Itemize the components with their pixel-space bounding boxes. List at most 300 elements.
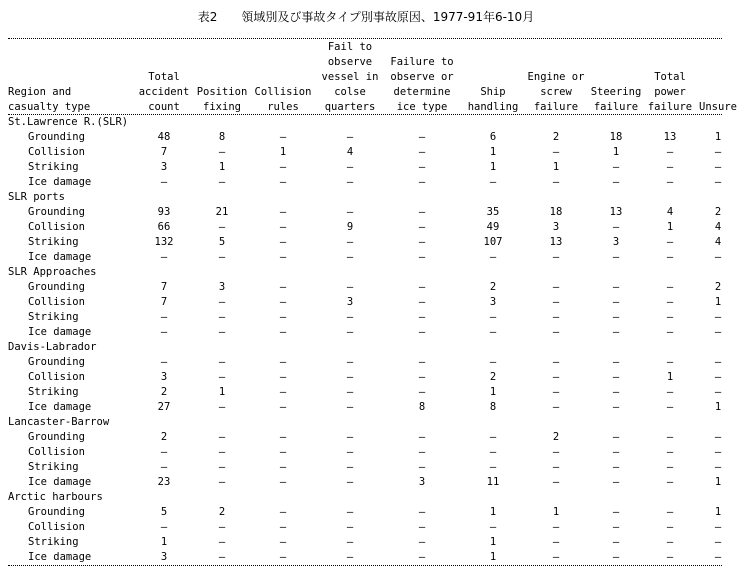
cell-position-fixing: – — [218, 251, 226, 263]
cell-failure-to-observe-ice: – — [418, 281, 426, 293]
cell-fail-to-observe-vessel: – — [346, 461, 354, 473]
cell-total-accident-count: 3 — [160, 371, 168, 383]
cell-engine-or-screw-failure: 1 — [552, 161, 560, 173]
cell-position-fixing: 1 — [218, 161, 226, 173]
cell-position-fixing: 21 — [215, 206, 229, 218]
cell-position-fixing: – — [218, 401, 226, 413]
cell-ship-handling: 1 — [489, 161, 497, 173]
cell-steering-failure: – — [612, 251, 620, 263]
cell-unsure: – — [714, 431, 722, 443]
casualty-type: Ice damage — [28, 176, 92, 188]
cell-total-accident-count: 3 — [160, 551, 168, 563]
cell-engine-or-screw-failure: – — [552, 281, 560, 293]
region-row — [8, 115, 742, 130]
casualty-type: Collision — [28, 371, 85, 383]
cell-steering-failure: – — [612, 161, 620, 173]
cell-failure-to-observe-ice: – — [418, 356, 426, 368]
cell-steering-failure: – — [612, 311, 620, 323]
cell-ship-handling: 3 — [489, 296, 497, 308]
cell-fail-to-observe-vessel: – — [346, 236, 354, 248]
cell-steering-failure: – — [612, 401, 620, 413]
cell-total-accident-count: – — [160, 461, 168, 473]
cell-fail-to-observe-vessel: 9 — [346, 221, 354, 233]
casualty-type: Grounding — [28, 131, 85, 143]
cell-unsure: – — [714, 536, 722, 548]
table-row — [8, 325, 742, 340]
casualty-type: Striking — [28, 536, 79, 548]
cell-ship-handling: 1 — [489, 536, 497, 548]
casualty-type: Striking — [28, 161, 79, 173]
casualty-type: Ice damage — [28, 476, 92, 488]
header-total-power-failure: Total power failure — [647, 71, 693, 113]
cell-ship-handling: – — [489, 176, 497, 188]
cell-fail-to-observe-vessel: – — [346, 311, 354, 323]
table-row — [8, 235, 742, 250]
cell-engine-or-screw-failure: 18 — [549, 206, 563, 218]
cell-ship-handling: 1 — [489, 146, 497, 158]
cell-steering-failure: – — [612, 296, 620, 308]
cell-ship-handling: 2 — [489, 371, 497, 383]
table-row — [8, 295, 742, 310]
cell-collision-rules: – — [279, 356, 287, 368]
cell-engine-or-screw-failure: 1 — [552, 506, 560, 518]
cell-fail-to-observe-vessel: – — [346, 506, 354, 518]
cell-total-accident-count: 2 — [160, 431, 168, 443]
cell-fail-to-observe-vessel: – — [346, 401, 354, 413]
cell-unsure: 4 — [714, 221, 722, 233]
cell-unsure: – — [714, 446, 722, 458]
cell-total-power-failure: – — [666, 176, 674, 188]
cell-failure-to-observe-ice: – — [418, 506, 426, 518]
cell-failure-to-observe-ice: – — [418, 176, 426, 188]
cell-total-power-failure: – — [666, 236, 674, 248]
cell-fail-to-observe-vessel: – — [346, 131, 354, 143]
cell-position-fixing: – — [218, 521, 226, 533]
cell-total-power-failure: – — [666, 146, 674, 158]
header-collision-rules: Collision rules — [254, 86, 312, 113]
casualty-type: Collision — [28, 521, 85, 533]
cell-ship-handling: – — [489, 311, 497, 323]
cell-total-power-failure: – — [666, 401, 674, 413]
table-row — [8, 310, 742, 325]
cell-collision-rules: – — [279, 551, 287, 563]
cell-steering-failure: – — [612, 386, 620, 398]
header-region-casualty-type: Region and casualty type — [8, 86, 91, 113]
cell-total-accident-count: – — [160, 521, 168, 533]
cell-collision-rules: – — [279, 461, 287, 473]
cell-total-power-failure: – — [666, 251, 674, 263]
bottom-rule — [8, 565, 722, 566]
table-row — [8, 220, 742, 235]
cell-total-power-failure: – — [666, 311, 674, 323]
cell-unsure: – — [714, 371, 722, 383]
cell-fail-to-observe-vessel: 4 — [346, 146, 354, 158]
cell-ship-handling: 6 — [489, 131, 497, 143]
cell-steering-failure: – — [612, 551, 620, 563]
cell-failure-to-observe-ice: – — [418, 551, 426, 563]
cell-engine-or-screw-failure: 13 — [549, 236, 563, 248]
cell-ship-handling: 1 — [489, 506, 497, 518]
cell-total-power-failure: – — [666, 326, 674, 338]
cell-total-power-failure: – — [666, 281, 674, 293]
cell-steering-failure: – — [612, 326, 620, 338]
cell-engine-or-screw-failure: – — [552, 296, 560, 308]
cell-failure-to-observe-ice: – — [418, 371, 426, 383]
cell-ship-handling: 35 — [486, 206, 500, 218]
cell-unsure: 2 — [714, 281, 722, 293]
cell-ship-handling: 1 — [489, 386, 497, 398]
cell-failure-to-observe-ice: – — [418, 236, 426, 248]
cell-engine-or-screw-failure: – — [552, 146, 560, 158]
region-row — [8, 490, 742, 505]
cell-position-fixing: 5 — [218, 236, 226, 248]
cell-fail-to-observe-vessel: 3 — [346, 296, 354, 308]
cell-total-power-failure: – — [666, 386, 674, 398]
cell-failure-to-observe-ice: – — [418, 461, 426, 473]
cell-position-fixing: – — [218, 536, 226, 548]
cell-ship-handling: – — [489, 356, 497, 368]
cell-engine-or-screw-failure: – — [552, 551, 560, 563]
casualty-type: Collision — [28, 221, 85, 233]
cell-failure-to-observe-ice: – — [418, 446, 426, 458]
cell-steering-failure: – — [612, 281, 620, 293]
table-body — [8, 115, 742, 565]
cell-collision-rules: – — [279, 521, 287, 533]
cell-unsure: – — [714, 251, 722, 263]
cell-total-accident-count: 23 — [157, 476, 171, 488]
cell-engine-or-screw-failure: – — [552, 326, 560, 338]
accident-cause-table — [8, 40, 742, 565]
cell-failure-to-observe-ice: – — [418, 161, 426, 173]
cell-unsure: – — [714, 551, 722, 563]
header-total-accident-count: Total accident count — [138, 71, 190, 113]
cell-steering-failure: – — [612, 371, 620, 383]
region-row — [8, 190, 742, 205]
cell-total-accident-count: 132 — [154, 236, 174, 248]
cell-steering-failure: – — [612, 446, 620, 458]
cell-position-fixing: 8 — [218, 131, 226, 143]
cell-position-fixing: – — [218, 356, 226, 368]
cell-failure-to-observe-ice: – — [418, 431, 426, 443]
cell-total-power-failure: – — [666, 446, 674, 458]
cell-collision-rules: – — [279, 401, 287, 413]
cell-failure-to-observe-ice: – — [418, 131, 426, 143]
casualty-type: Ice damage — [28, 326, 92, 338]
cell-unsure: – — [714, 161, 722, 173]
header-unsure: Unsure — [699, 101, 737, 113]
cell-fail-to-observe-vessel: – — [346, 431, 354, 443]
cell-position-fixing: – — [218, 476, 226, 488]
cell-position-fixing: – — [218, 146, 226, 158]
cell-ship-handling: – — [489, 461, 497, 473]
cell-collision-rules: – — [279, 386, 287, 398]
casualty-type: Ice damage — [28, 251, 92, 263]
cell-failure-to-observe-ice: – — [418, 536, 426, 548]
casualty-type: Collision — [28, 296, 85, 308]
table-row — [8, 205, 742, 220]
region-name: Lancaster-Barrow — [8, 416, 110, 428]
cell-position-fixing: 2 — [218, 506, 226, 518]
cell-collision-rules: – — [279, 446, 287, 458]
cell-ship-handling: 11 — [486, 476, 500, 488]
cell-unsure: – — [714, 146, 722, 158]
table-row — [8, 130, 742, 145]
table-row — [8, 445, 742, 460]
table-row — [8, 505, 742, 520]
casualty-type: Grounding — [28, 206, 85, 218]
cell-collision-rules: – — [279, 431, 287, 443]
cell-total-accident-count: 1 — [160, 536, 168, 548]
cell-ship-handling: – — [489, 521, 497, 533]
cell-collision-rules: – — [279, 221, 287, 233]
table-title: 表2 領域別及び事故タイプ別事故原因、1977-91年6-10月 — [197, 10, 535, 24]
cell-engine-or-screw-failure: 3 — [552, 221, 560, 233]
cell-unsure: – — [714, 386, 722, 398]
cell-collision-rules: – — [279, 506, 287, 518]
cell-ship-handling: 2 — [489, 281, 497, 293]
cell-total-accident-count: 7 — [160, 146, 168, 158]
cell-collision-rules: – — [279, 281, 287, 293]
cell-collision-rules: – — [279, 176, 287, 188]
cell-total-power-failure: – — [666, 476, 674, 488]
cell-total-power-failure: 1 — [666, 371, 674, 383]
cell-steering-failure: 1 — [612, 146, 620, 158]
cell-collision-rules: – — [279, 476, 287, 488]
cell-position-fixing: – — [218, 461, 226, 473]
cell-ship-handling: – — [489, 431, 497, 443]
table-row — [8, 355, 742, 370]
cell-engine-or-screw-failure: – — [552, 476, 560, 488]
cell-total-accident-count: 27 — [157, 401, 171, 413]
cell-fail-to-observe-vessel: – — [346, 356, 354, 368]
casualty-type: Grounding — [28, 356, 85, 368]
cell-total-power-failure: 4 — [666, 206, 674, 218]
table-row — [8, 400, 742, 415]
cell-collision-rules: – — [279, 296, 287, 308]
cell-total-power-failure: – — [666, 161, 674, 173]
cell-failure-to-observe-ice: 3 — [418, 476, 426, 488]
cell-position-fixing: – — [218, 311, 226, 323]
cell-ship-handling: 107 — [483, 236, 503, 248]
casualty-type: Ice damage — [28, 401, 92, 413]
cell-fail-to-observe-vessel: – — [346, 281, 354, 293]
header-ship-handling: Ship handling — [467, 86, 519, 113]
cell-failure-to-observe-ice: – — [418, 251, 426, 263]
cell-engine-or-screw-failure: 2 — [552, 131, 560, 143]
cell-steering-failure: – — [612, 536, 620, 548]
cell-engine-or-screw-failure: – — [552, 461, 560, 473]
cell-fail-to-observe-vessel: – — [346, 536, 354, 548]
casualty-type: Grounding — [28, 281, 85, 293]
cell-fail-to-observe-vessel: – — [346, 161, 354, 173]
cell-steering-failure: – — [612, 506, 620, 518]
cell-failure-to-observe-ice: – — [418, 386, 426, 398]
cell-collision-rules: – — [279, 536, 287, 548]
cell-failure-to-observe-ice: – — [418, 326, 426, 338]
cell-ship-handling: – — [489, 251, 497, 263]
cell-position-fixing: – — [218, 296, 226, 308]
cell-position-fixing: 3 — [218, 281, 226, 293]
cell-collision-rules: – — [279, 131, 287, 143]
cell-steering-failure: – — [612, 476, 620, 488]
cell-total-accident-count: – — [160, 446, 168, 458]
region-row — [8, 265, 742, 280]
cell-position-fixing: – — [218, 176, 226, 188]
cell-steering-failure: – — [612, 521, 620, 533]
cell-engine-or-screw-failure: – — [552, 521, 560, 533]
cell-unsure: – — [714, 311, 722, 323]
cell-fail-to-observe-vessel: – — [346, 521, 354, 533]
cell-steering-failure: – — [612, 176, 620, 188]
cell-collision-rules: – — [279, 161, 287, 173]
casualty-type: Collision — [28, 146, 85, 158]
cell-total-power-failure: – — [666, 536, 674, 548]
cell-position-fixing: – — [218, 446, 226, 458]
table-row — [8, 430, 742, 445]
cell-unsure: 1 — [714, 131, 722, 143]
cell-failure-to-observe-ice: – — [418, 206, 426, 218]
casualty-type: Striking — [28, 386, 79, 398]
cell-total-power-failure: 13 — [663, 131, 677, 143]
region-name: Davis-Labrador — [8, 341, 97, 353]
cell-unsure: 2 — [714, 206, 722, 218]
cell-ship-handling: – — [489, 446, 497, 458]
cell-unsure: 1 — [714, 476, 722, 488]
table-row — [8, 280, 742, 295]
cell-total-accident-count: – — [160, 356, 168, 368]
cell-total-accident-count: 48 — [157, 131, 171, 143]
cell-total-accident-count: – — [160, 311, 168, 323]
region-name: Arctic harbours — [8, 491, 103, 503]
cell-collision-rules: – — [279, 326, 287, 338]
cell-failure-to-observe-ice: – — [418, 311, 426, 323]
cell-unsure: 1 — [714, 401, 722, 413]
cell-position-fixing: 1 — [218, 386, 226, 398]
cell-engine-or-screw-failure: – — [552, 356, 560, 368]
cell-unsure: – — [714, 326, 722, 338]
cell-total-accident-count: 7 — [160, 281, 168, 293]
cell-steering-failure: 18 — [609, 131, 623, 143]
cell-engine-or-screw-failure: – — [552, 536, 560, 548]
cell-failure-to-observe-ice: – — [418, 221, 426, 233]
table-row — [8, 550, 742, 565]
casualty-type: Striking — [28, 311, 79, 323]
cell-ship-handling: 49 — [486, 221, 500, 233]
table-row — [8, 370, 742, 385]
cell-steering-failure: – — [612, 431, 620, 443]
header-fail-to-observe-vessel: Fail to observe vessel in colse quarters — [321, 41, 379, 113]
table-row — [8, 385, 742, 400]
cell-engine-or-screw-failure: – — [552, 371, 560, 383]
casualty-type: Collision — [28, 446, 85, 458]
cell-total-accident-count: 93 — [157, 206, 171, 218]
cell-fail-to-observe-vessel: – — [346, 371, 354, 383]
cell-fail-to-observe-vessel: – — [346, 386, 354, 398]
cell-failure-to-observe-ice: 8 — [418, 401, 426, 413]
cell-collision-rules: – — [279, 251, 287, 263]
cell-engine-or-screw-failure: – — [552, 251, 560, 263]
cell-unsure: 4 — [714, 236, 722, 248]
cell-unsure: – — [714, 461, 722, 473]
header-position-fixing: Position fixing — [196, 86, 248, 113]
header-row — [8, 40, 742, 115]
cell-fail-to-observe-vessel: – — [346, 176, 354, 188]
cell-ship-handling: 1 — [489, 551, 497, 563]
cell-collision-rules: – — [279, 311, 287, 323]
cell-total-accident-count: 2 — [160, 386, 168, 398]
cell-collision-rules: – — [279, 206, 287, 218]
cell-fail-to-observe-vessel: – — [346, 476, 354, 488]
cell-unsure: – — [714, 356, 722, 368]
cell-steering-failure: 13 — [609, 206, 623, 218]
cell-steering-failure: – — [612, 356, 620, 368]
cell-collision-rules: – — [279, 236, 287, 248]
cell-ship-handling: 8 — [489, 401, 497, 413]
table-row — [8, 535, 742, 550]
cell-total-accident-count: – — [160, 251, 168, 263]
header-engine-or-screw-failure: Engine or screw failure — [527, 71, 585, 113]
region-row — [8, 340, 742, 355]
casualty-type: Grounding — [28, 506, 85, 518]
cell-total-power-failure: – — [666, 551, 674, 563]
cell-steering-failure: 3 — [612, 236, 620, 248]
casualty-type: Grounding — [28, 431, 85, 443]
region-name: St.Lawrence R.(SLR) — [8, 116, 129, 128]
cell-total-accident-count: 5 — [160, 506, 168, 518]
header-failure-to-observe-ice: Failure to observe or determine ice type — [390, 56, 454, 113]
cell-engine-or-screw-failure: 2 — [552, 431, 560, 443]
cell-failure-to-observe-ice: – — [418, 146, 426, 158]
cell-fail-to-observe-vessel: – — [346, 551, 354, 563]
cell-total-accident-count: – — [160, 326, 168, 338]
cell-total-power-failure: – — [666, 431, 674, 443]
cell-total-power-failure: – — [666, 506, 674, 518]
table-row — [8, 475, 742, 490]
cell-ship-handling: – — [489, 326, 497, 338]
cell-steering-failure: – — [612, 221, 620, 233]
region-name: SLR Approaches — [8, 266, 97, 278]
cell-engine-or-screw-failure: – — [552, 401, 560, 413]
cell-collision-rules: – — [279, 371, 287, 383]
cell-total-accident-count: 7 — [160, 296, 168, 308]
table-row — [8, 145, 742, 160]
cell-failure-to-observe-ice: – — [418, 521, 426, 533]
cell-engine-or-screw-failure: – — [552, 176, 560, 188]
cell-engine-or-screw-failure: – — [552, 386, 560, 398]
table-row — [8, 460, 742, 475]
cell-engine-or-screw-failure: – — [552, 446, 560, 458]
cell-total-power-failure: – — [666, 461, 674, 473]
table-row — [8, 160, 742, 175]
table-row — [8, 520, 742, 535]
cell-total-accident-count: 3 — [160, 161, 168, 173]
cell-position-fixing: – — [218, 221, 226, 233]
table-row — [8, 250, 742, 265]
region-name: SLR ports — [8, 191, 65, 203]
cell-steering-failure: – — [612, 461, 620, 473]
cell-fail-to-observe-vessel: – — [346, 446, 354, 458]
cell-total-power-failure: – — [666, 296, 674, 308]
cell-unsure: – — [714, 176, 722, 188]
cell-position-fixing: – — [218, 326, 226, 338]
cell-fail-to-observe-vessel: – — [346, 206, 354, 218]
cell-unsure: – — [714, 521, 722, 533]
cell-total-power-failure: 1 — [666, 221, 674, 233]
cell-fail-to-observe-vessel: – — [346, 251, 354, 263]
cell-position-fixing: – — [218, 371, 226, 383]
table-header — [8, 40, 742, 115]
cell-unsure: 1 — [714, 506, 722, 518]
